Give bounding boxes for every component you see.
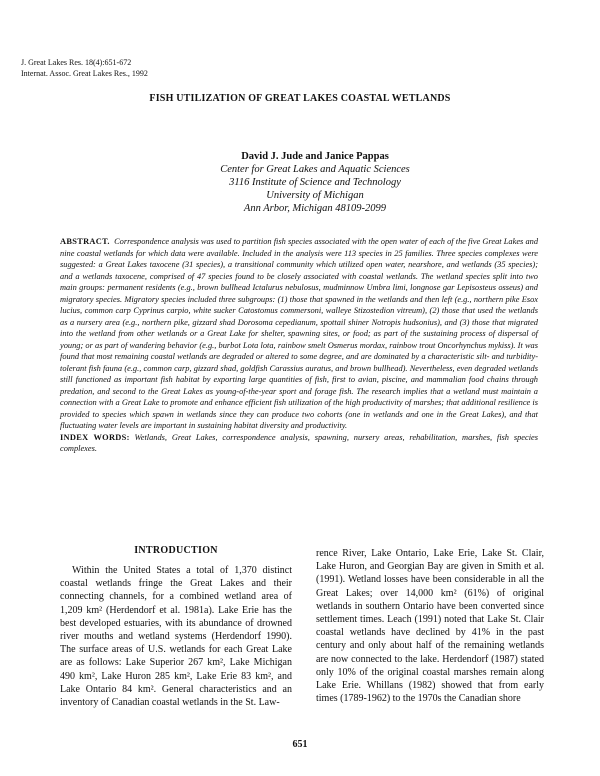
journal-citation-line-2: Internat. Assoc. Great Lakes Res., 1992 — [21, 69, 148, 78]
abstract-body — [60, 236, 538, 432]
affiliation-line-1: Center for Great Lakes and Aquatic Sciences — [220, 164, 410, 175]
body-column-right — [316, 547, 544, 705]
introduction-paragraph-right: rence River, Lake Ontario, Lake Erie, Lake St. Clair, Lake Huron, and Georgian Bay are given in Smith et al. (1991). Wetland losses have been considerable in all the Great Lakes; over 14,000 km² (61%) of original wetlands in southern Ontario have been converted since settlement times. Leach (1991) noted that Lake St. Clair coastal wetlands have declined by 41% in the past century and only about half of the remaining wetlands are now connected to the lake. Herdendorf (1987) stated only 10% of the original coastal marshes remain along Lake Erie. Whillans (1982) showed that from early times (1789-1962) to the 1970s the Canadian shore — [316, 548, 544, 705]
abstract — [60, 236, 538, 455]
affiliation-line-3: University of Michigan — [266, 190, 364, 201]
section-heading-introduction: INTRODUCTION — [134, 545, 218, 556]
index-words-label: INDEX WORDS: — [60, 432, 130, 442]
index-words — [60, 432, 538, 455]
author-block — [185, 150, 445, 215]
journal-citation — [21, 57, 148, 79]
abstract-text: Correspondence analysis was used to partition fish species associated with the open water of each of the five Great Lakes and nine coastal wetlands for which data were available. Included in the analysis were 113 species in 25 families. Three species complexes were suggested: a Great Lakes taxocene (31 species), a transitional community which utilized open water, nearshore, and wetlands (35 species); and a wetlands taxocene, comprised of 47 species found to be closely associated with coastal wetlands. The wetland species split into two main groups: permanent residents (e.g., brown bullhead Ictalurus nebulosus, mudminnow Umbra limi, longnose gar Lepisosteus osseus) and migratory species. Migratory species included three subgroups: (1) those that spawned in the wetlands and then left (e.g., northern pike Esox lucius, common carp Cyprinus carpio, white sucker Catostomus commersoni, walleye Stizostedion vitreum), (2) those that used the wetlands as a nursery area (e.g., northern pike, gizzard shad Dorosoma cepedianum, spottail shiner Notropis hudsonius), and (3) those that migrated into the wetland from other wetlands or a Great Lake for shelter, spawning sites, or food; as part of the sustaining process of dispersal of young; or as part of wandering behavior (e.g., burbot Lota lota, rainbow smelt Osmerus mordax, rainbow trout Oncorhynchus mykiss). It was found that most remaining coastal wetlands are degraded or altered to some degree, and are dominated by a characteristic silt- and turbidity-tolerant fish fauna (e.g., common carp, gizzard shad, goldfish Carassius auratus, and brown bullhead). Nevertheless, even degraded wetlands still functioned as important fish habitat by exporting large quantities of fish, first to avian, piscine, and mammalian food chains through predation, and second to the Great Lakes as young-of-the-year sport and forage fish. The research implies that a wetland must maintain a connection with a Great Lake to promote and enhance efficient fish utilization of the high productivity of marshes; that additional resilience is provided to species which spawn in wetlands since they can produce two cohorts (one in wetlands and one in the Great Lakes), and that fluctuating water levels are important in sustaining habitat diversity and productivity. — [60, 237, 539, 430]
page-number: 651 — [292, 739, 308, 750]
author-names: David J. Jude and Janice Pappas — [241, 151, 389, 162]
abstract-label: ABSTRACT. — [60, 237, 110, 246]
body-column-left — [60, 564, 292, 709]
affiliation-line-4: Ann Arbor, Michigan 48109-2099 — [243, 203, 387, 214]
journal-citation-line-1: J. Great Lakes Res. 18(4):651-672 — [21, 58, 132, 67]
paper-title: FISH UTILIZATION OF GREAT LAKES COASTAL WETLANDS — [149, 93, 451, 104]
index-words-text: Wetlands, Great Lakes, correspondence analysis, spawning, nursery areas, rehabilitation, marshes, fish species complexes. — [60, 432, 539, 453]
affiliation-line-2: 3116 Institute of Science and Technology — [229, 177, 401, 188]
introduction-paragraph-left: Within the United States a total of 1,370 distinct coastal wetlands fringe the Great Lakes and their connecting channels, for a combined wetland area of 1,209 km² (Herdendorf et al. 1981a). Lake Erie has the best developed estuaries, with its abundance of drowned river mouths and wetland systems (Herdendorf 1990). The surface areas of U.S. wetlands for each Great Lake are as follows: Lake Superior 267 km², Lake Michigan 490 km², Lake Huron 285 km², Lake Erie 83 km², and Lake Ontario 84 km². General characteristics and an inventory of Canadian coastal wetlands in the St. Law- — [60, 565, 292, 709]
